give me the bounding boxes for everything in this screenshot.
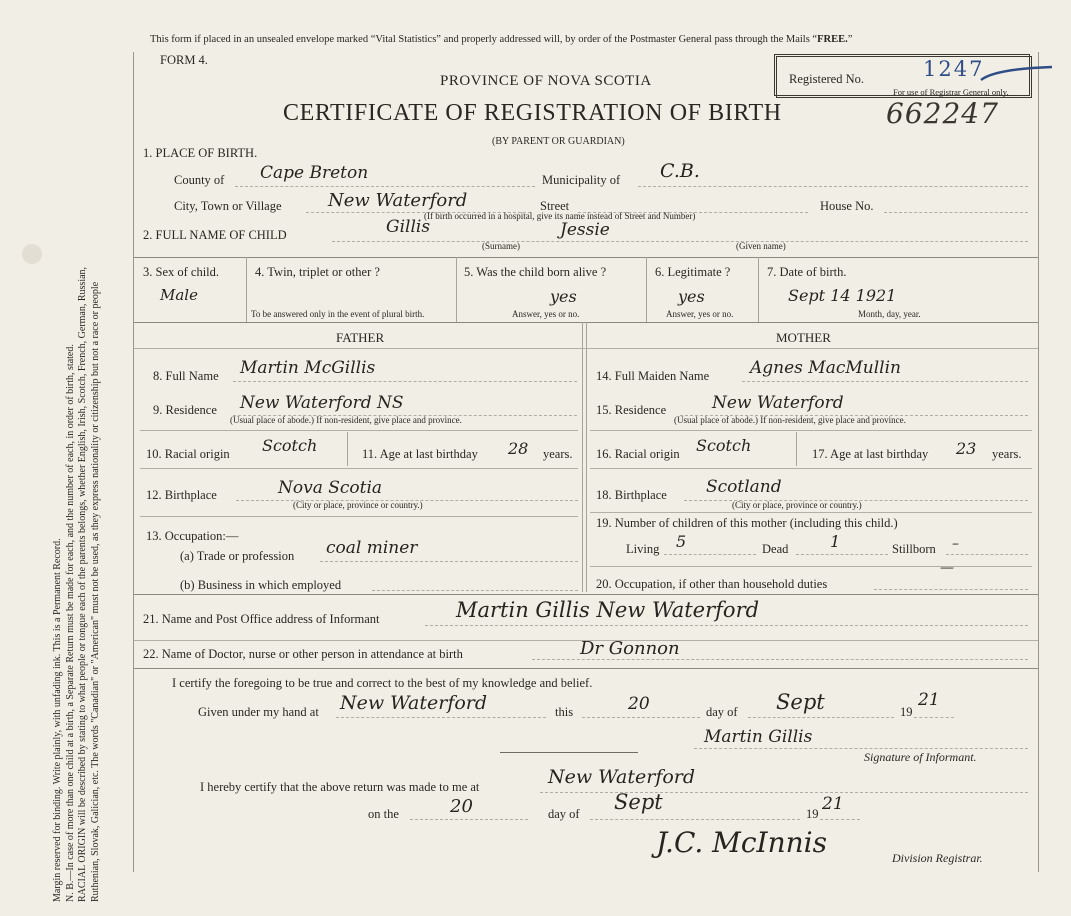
dead-value: 1 — [830, 532, 841, 551]
mother-racial-label: 16. Racial origin — [596, 447, 680, 461]
mother-residence-note: (Usual place of abode.) If non-resident, give place and province. — [674, 415, 906, 425]
registered-box — [776, 56, 1032, 98]
county-line — [235, 186, 535, 187]
legitimate-label: 6. Legitimate ? — [655, 265, 731, 279]
father-trade-label: (a) Trade or profession — [180, 549, 295, 563]
divider-parents-head — [134, 348, 1038, 349]
parents-divider-a — [582, 322, 583, 592]
stillborn-value: – — [952, 536, 959, 552]
blue-check-mark-icon — [977, 61, 1057, 85]
living-line — [664, 554, 756, 555]
born-alive-note: Answer, yes or no. — [512, 309, 580, 319]
father-residence-value: New Waterford NS — [240, 393, 404, 413]
mother-divider-1 — [590, 430, 1032, 431]
child-surname-value: Gillis — [386, 217, 431, 237]
registered-label: Registered No. — [789, 72, 864, 86]
certify-year-value: 21 — [918, 690, 940, 710]
mother-racial-value: Scotch — [696, 436, 752, 455]
stillborn-label: Stillborn — [892, 542, 936, 556]
mother-name-value: Agnes MacMullin — [750, 358, 901, 378]
municipality-label: Municipality of — [542, 173, 621, 187]
father-trade-line — [320, 561, 578, 562]
parents-divider-b — [586, 322, 587, 592]
dob-value: Sept 14 1921 — [788, 286, 897, 305]
margin-note-2: N. B.—In case of more than one child at a birth, a Separate Return must be made for each, and the number of each, in order of birth, stated. — [64, 344, 76, 902]
mother-age-label: 17. Age at last birthday — [812, 447, 929, 461]
municipality-line — [638, 186, 1028, 187]
registrar-year-line — [820, 819, 860, 820]
registrar-year-prefix: 19 — [806, 807, 819, 821]
father-age-label: 11. Age at last birthday — [362, 447, 478, 461]
mother-occupation-value: — — [940, 560, 954, 576]
twin-label: 4. Twin, triplet or other ? — [255, 265, 380, 279]
father-residence-label: 9. Residence — [153, 403, 217, 417]
divider-informant — [134, 594, 1038, 595]
registrar-certify-text: I hereby certify that the above return was made to me at — [200, 780, 480, 794]
father-birthplace-value: Nova Scotia — [278, 478, 383, 498]
given-name-caption: (Given name) — [736, 241, 786, 251]
sex-label: 3. Sex of child. — [143, 265, 220, 279]
father-birthplace-note: (City or place, province or country.) — [293, 500, 423, 510]
mail-notice-close: ” — [847, 34, 853, 45]
mother-birthplace-note: (City or place, province or country.) — [732, 500, 862, 510]
mother-occupation-line — [874, 589, 1028, 590]
registered-number-stamp: 1247 — [923, 57, 985, 81]
county-label: County of — [174, 173, 225, 187]
this-label: this — [555, 705, 574, 719]
divider-certify — [134, 668, 1038, 669]
dead-line — [796, 554, 888, 555]
living-value: 5 — [676, 532, 687, 551]
father-age-unit: years. — [543, 447, 573, 461]
registrar-day-of-label: day of — [548, 807, 580, 821]
registrar-role-label: Division Registrar. — [892, 851, 983, 865]
children-count-label: 19. Number of children of this mother (including this child.) — [596, 516, 898, 530]
doctor-value: Dr Gonnon — [580, 638, 680, 659]
certify-month-value: Sept — [776, 690, 825, 714]
mail-notice-free: FREE. — [817, 34, 848, 45]
born-alive-label: 5. Was the child born alive ? — [464, 265, 607, 279]
mother-age-unit: years. — [992, 447, 1022, 461]
father-racial-value: Scotch — [262, 436, 318, 455]
certify-year-prefix: 19 — [900, 705, 913, 719]
certify-day-value: 20 — [628, 694, 650, 714]
margin-note-3: RACIAL ORIGIN will be described by stating to what people or tongue each of the parents belongs, whether English, Irish, Scotch, French, German, Russian, — [77, 266, 88, 902]
street-label: Street — [540, 199, 570, 213]
given-under-label: Given under my hand at — [198, 705, 319, 719]
father-heading: FATHER — [336, 330, 385, 345]
father-business-line — [372, 590, 578, 591]
father-name-line — [233, 381, 577, 382]
mother-name-line — [742, 381, 1028, 382]
father-racial-divider — [347, 432, 348, 466]
father-age-value: 28 — [508, 439, 529, 458]
col-divider-4 — [758, 257, 759, 322]
mother-heading: MOTHER — [776, 330, 831, 345]
child-name-label: 2. FULL NAME OF CHILD — [143, 228, 287, 242]
margin-note-1: Margin reserved for binding. Write plainly, with unfading ink. This is a Permanent Record. — [52, 538, 63, 902]
certificate-number: 662247 — [886, 97, 999, 130]
mother-racial-divider — [796, 432, 797, 466]
father-name-label: 8. Full Name — [153, 369, 219, 383]
house-number-label: House No. — [820, 199, 874, 213]
certify-day-line — [582, 717, 700, 718]
margin-note-4: Ruthenian, Slovak, Galician, etc. The words "Canadian" or "American" must not be used, as they express nationality or citizenship but not a race or people — [89, 281, 101, 902]
right-border — [1038, 52, 1039, 872]
col-divider-3 — [646, 257, 647, 322]
form-number: FORM 4. — [160, 53, 208, 67]
registrar-year-value: 21 — [822, 794, 844, 814]
mother-divider-3 — [590, 512, 1032, 513]
given-place-line — [336, 717, 546, 718]
mother-birthplace-value: Scotland — [706, 477, 782, 497]
doctor-label: 22. Name of Doctor, nurse or other person in attendance at birth — [143, 647, 463, 661]
dob-note: Month, day, year. — [858, 309, 921, 319]
registrar-month-line — [590, 819, 800, 820]
place-of-birth-heading: 1. PLACE OF BIRTH. — [143, 146, 258, 160]
registrar-day-value: 20 — [450, 796, 473, 817]
certify-month-line — [748, 717, 894, 718]
father-name-value: Martin McGillis — [240, 358, 376, 378]
father-racial-label: 10. Racial origin — [146, 447, 230, 461]
margin-notes — [52, 22, 136, 902]
province-heading: PROVINCE OF NOVA SCOTIA — [440, 73, 652, 89]
father-divider-1 — [140, 430, 578, 431]
city-label: City, Town or Village — [174, 199, 282, 213]
left-border — [133, 52, 134, 872]
certify-year-line — [914, 717, 954, 718]
mail-notice — [150, 34, 852, 45]
born-alive-value: yes — [550, 287, 577, 306]
father-divider-2 — [140, 468, 578, 469]
mother-age-value: 23 — [956, 439, 977, 458]
informant-value: Martin Gillis New Waterford — [456, 598, 760, 622]
twin-note: To be answered only in the event of plural birth. — [251, 309, 425, 319]
hospital-note: (If birth occurred in a hospital, give its name instead of Street and Number) — [424, 211, 696, 221]
page-title: CERTIFICATE OF REGISTRATION OF BIRTH — [283, 100, 782, 126]
informant-signature: Martin Gillis — [704, 727, 813, 747]
registrar-on-the-label: on the — [368, 807, 399, 821]
child-given-name-value: Jessie — [560, 220, 610, 240]
col-divider-2 — [456, 257, 457, 322]
dead-label: Dead — [762, 542, 789, 556]
given-place-value: New Waterford — [340, 692, 488, 714]
mother-birthplace-label: 18. Birthplace — [596, 488, 667, 502]
living-label: Living — [626, 542, 660, 556]
father-trade-value: coal miner — [326, 538, 418, 558]
registrar-place-value: New Waterford — [548, 766, 696, 788]
city-value: New Waterford — [328, 190, 468, 211]
mother-divider-4 — [590, 566, 1032, 567]
mother-occupation-label: 20. Occupation, if other than household duties — [596, 577, 828, 591]
registrar-month-value: Sept — [614, 790, 663, 814]
mail-notice-text: This form if placed in an unsealed envelope marked “Vital Statistics” and properly addressed will, by order of the Postmaster General pass through the Mails “ — [150, 34, 818, 45]
legitimate-value: yes — [678, 287, 705, 306]
doctor-line — [532, 659, 1028, 660]
informant-label: 21. Name and Post Office address of Informant — [143, 612, 380, 626]
municipality-value: C.B. — [660, 160, 700, 182]
surname-caption: (Surname) — [482, 241, 520, 251]
father-birthplace-label: 12. Birthplace — [146, 488, 217, 502]
informant-signature-label: Signature of Informant. — [864, 750, 977, 764]
rule-short — [500, 752, 638, 753]
mother-divider-2 — [590, 468, 1032, 469]
stillborn-line — [946, 554, 1028, 555]
father-business-label: (b) Business in which employed — [180, 578, 342, 592]
certify-day-of-label: day of — [706, 705, 738, 719]
registrar-signature: J.C. McInnis — [656, 826, 827, 859]
registrar-day-line — [410, 819, 528, 820]
informant-signature-line — [694, 748, 1028, 749]
father-occupation-label: 13. Occupation:— — [146, 529, 239, 543]
child-name-line — [332, 241, 1028, 242]
father-divider-3 — [140, 516, 578, 517]
sex-value: Male — [160, 286, 198, 304]
father-residence-note: (Usual place of abode.) If non-resident, give place and province. — [230, 415, 462, 425]
col-divider-1 — [246, 257, 247, 322]
mother-name-label: 14. Full Maiden Name — [596, 369, 710, 383]
mother-residence-value: New Waterford — [712, 393, 844, 413]
divider-row-3 — [134, 257, 1038, 258]
county-value: Cape Breton — [260, 163, 369, 183]
informant-line — [425, 625, 1028, 626]
legitimate-note: Answer, yes or no. — [666, 309, 734, 319]
certify-text: I certify the foregoing to be true and correct to the best of my knowledge and belief. — [172, 676, 593, 690]
registered-note: For use of Registrar General only. — [893, 87, 1009, 97]
house-number-line — [884, 212, 1028, 213]
mother-residence-label: 15. Residence — [596, 403, 667, 417]
dob-label: 7. Date of birth. — [767, 265, 847, 279]
binding-hole — [22, 244, 42, 264]
page-subtitle: (BY PARENT OR GUARDIAN) — [492, 136, 625, 147]
